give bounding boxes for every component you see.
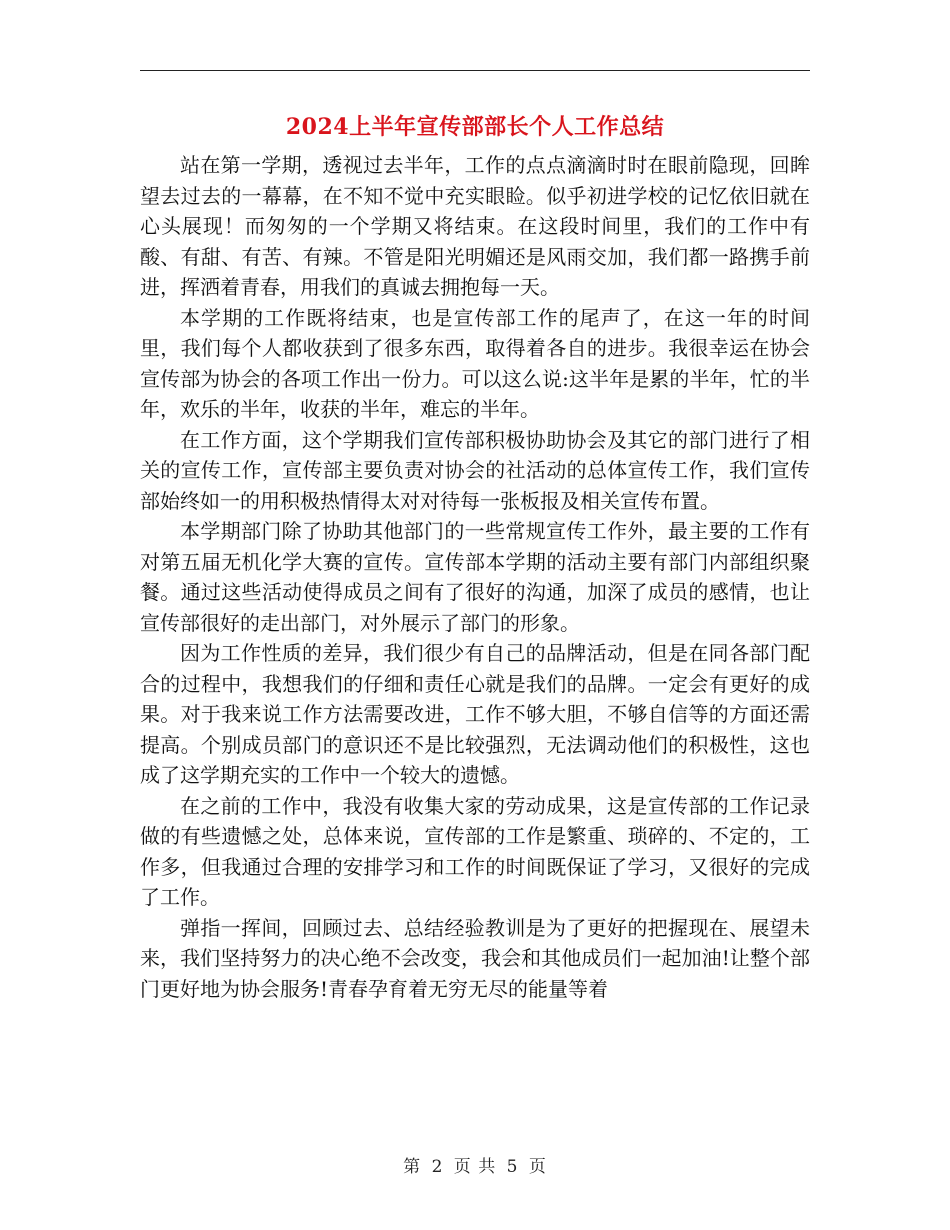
paragraph: 在之前的工作中，我没有收集大家的劳动成果，这是宣传部的工作记录做的有些遗憾之处，总体来说，宣传部的工作是繁重、琐碎的、不定的，工作多，但我通过合理的安排学习和工作的时间既保证了学习，又很好的完成了工作。: [140, 793, 810, 909]
footer-total-pages: 5: [506, 1157, 519, 1177]
paragraph: 弹指一挥间，回顾过去、总结经验教训是为了更好的把握现在、展望未来，我们坚持努力的决心绝不会改变，我会和其他成员们一起加油!让整个部门更好地为协会服务!青春孕育着无穷无尽的能量等着: [140, 915, 810, 1001]
document-body: [140, 150, 810, 1004]
page-footer: [0, 1152, 950, 1177]
header-rule: [140, 70, 810, 71]
paragraph: 因为工作性质的差异，我们很少有自己的品牌活动，但是在同各部门配合的过程中，我想我们的仔细和责任心就是我们的品牌。一定会有更好的成果。对于我来说工作方法需要改进，工作不够大胆，不够自信等的方面还需提高。个别成员部门的意识还不是比较强烈，无法调动他们的积极性，这也成了这学期充实的工作中一个较大的遗憾。: [140, 641, 810, 787]
footer-page-number: 2: [431, 1157, 444, 1177]
paragraph: 站在第一学期，透视过去半年，工作的点点滴滴时时在眼前隐现，回眸望去过去的一幕幕，在不知不觉中充实眼睑。似乎初进学校的记忆依旧就在心头展现！而匆匆的一个学期又将结束。在这段时间里，我们的工作中有酸、有甜、有苦、有辣。不管是阳光明媚还是风雨交加，我们都一路携手前进，挥洒着青春，用我们的真诚去拥抱每一天。: [140, 153, 810, 299]
document-title: 2024上半年宣传部部长个人工作总结: [285, 114, 665, 140]
footer-middle: 页 共: [453, 1157, 497, 1177]
paragraph: 在工作方面，这个学期我们宣传部积极协助协会及其它的部门进行了相关的宣传工作，宣传部主要负责对协会的社活动的总体宣传工作，我们宣传部始终如一的用积极热情得太对对待每一张板报及相关宣传布置。: [140, 427, 810, 513]
paragraph: 本学期的工作既将结束，也是宣传部工作的尾声了，在这一年的时间里，我们每个人都收获到了很多东西，取得着各自的进步。我很幸运在协会宣传部为协会的各项工作出一份力。可以这么说:这半年是累的半年，忙的半年，欢乐的半年，收获的半年，难忘的半年。: [140, 305, 810, 421]
footer-suffix: 页: [528, 1157, 547, 1177]
paragraph: 本学期部门除了协助其他部门的一些常规宣传工作外，最主要的工作有对第五届无机化学大赛的宣传。宣传部本学期的活动主要有部门内部组织聚餐。通过这些活动使得成员之间有了很好的沟通，加深了成员的感情，也让宣传部很好的走出部门，对外展示了部门的形象。: [140, 519, 810, 635]
footer-prefix: 第: [403, 1157, 422, 1177]
